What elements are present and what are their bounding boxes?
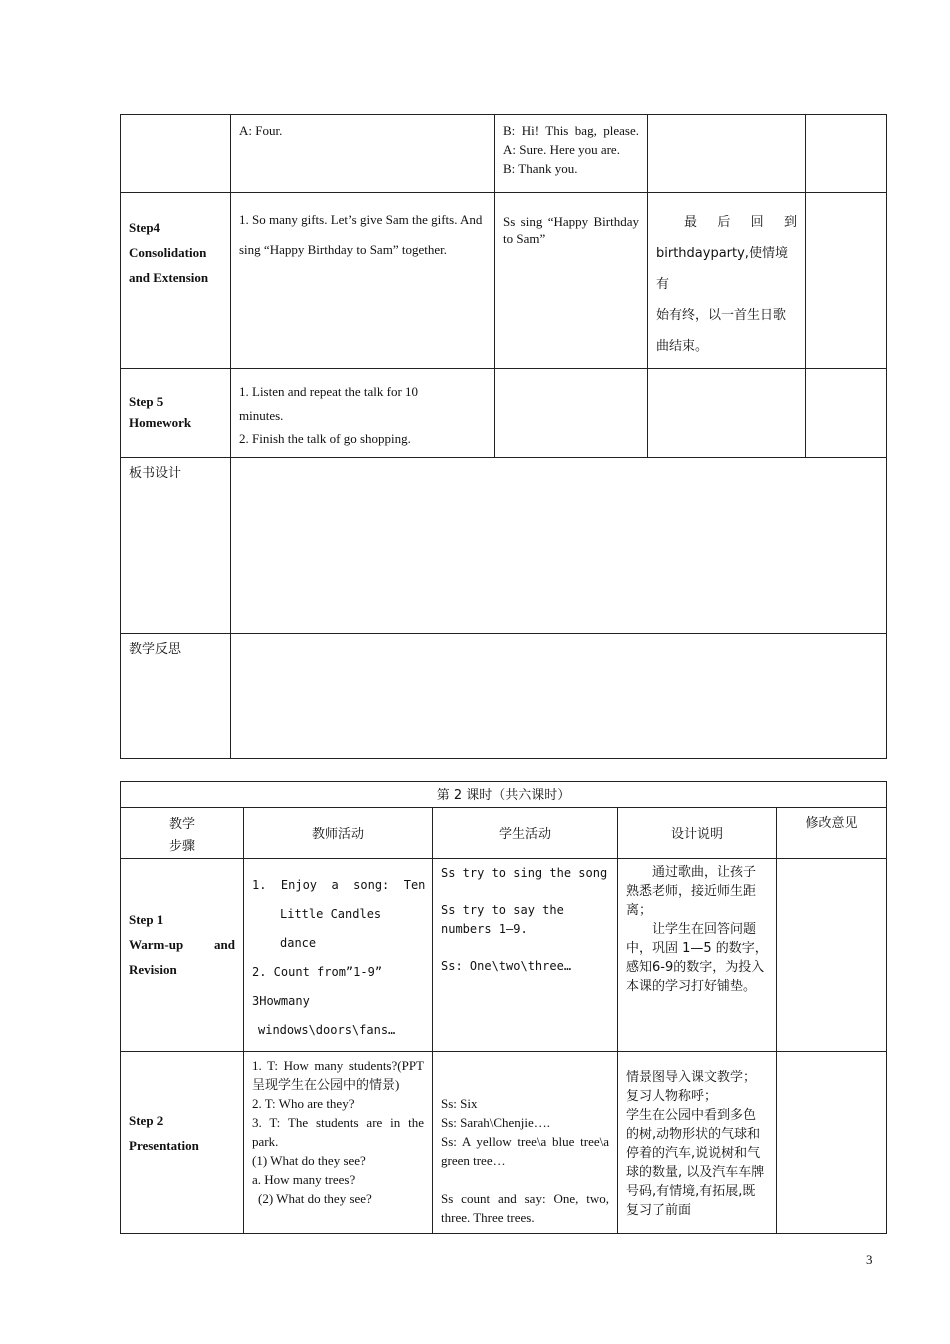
revision-cell [806,193,887,369]
teaching-reflection-content [231,634,887,759]
step5-label: Step 5 Homework [121,369,231,458]
revision-cell [806,115,887,193]
step-cell [121,115,231,193]
revision-cell [777,859,887,1052]
step2-teacher-activity: 1. T: How many students?(PPT呈现学生在公园中的情景) 2. T: Who are they? 3. T: The students are in the park. (1) What do they see? a. How many trees? (2) What do they see? [244,1052,433,1234]
revision-cell [806,369,887,458]
step5-teacher-activity: 1. Listen and repeat the talk for 10 minutes. 2. Finish the talk of go shopping. [231,369,495,458]
step1-teacher-activity: 1. Enjoy a song: Ten Little Candles dance 2. Count from”1-9” 3Howmany windows\doors\fans… [244,859,433,1052]
step4-design-notes: 最后回到 birthdayparty,使情境有 始有终，以一首生日歌 曲结束。 [648,193,806,369]
student-activity-cell [495,369,648,458]
revision-cell [777,1052,887,1234]
student-activity-cell: B: Hi! This bag, please. A: Sure. Here you are. B: Thank you. [495,115,648,193]
board-design-content [231,458,887,634]
header-step: 教学 步骤 [121,808,244,859]
header-student-activity: 学生活动 [433,808,618,859]
lesson-table-1 [120,114,887,759]
step4-label: Step4 Consolidation and Extension [121,193,231,369]
step2-design-notes: 情景图导入课文教学； 复习人物称呼； 学生在公园中看到多色的树,动物形状的气球和停着的汽车,说说树和气球的数量, 以及汽车车牌号码,有情境,有拓展,既复习了前面 [618,1052,777,1234]
teaching-reflection-label: 教学反思 [121,634,231,759]
header-teacher-activity: 教师活动 [244,808,433,859]
step2-student-activity: Ss: Six Ss: Sarah\Chenjie…. Ss: A yellow tree\a blue tree\a green tree… Ss count and say: One, two, three. Three trees. [433,1052,618,1234]
step1-student-activity: Ss try to sing the song Ss try to say the numbers 1—9. Ss: One\two\three… [433,859,618,1052]
step4-student-activity: Ss sing “Happy Birthday to Sam” [495,193,648,369]
lesson-caption: 第 2 课时（共六课时） [121,782,887,808]
design-cell [648,115,806,193]
board-design-label: 板书设计 [121,458,231,634]
page-number: 3 [866,1252,873,1267]
step1-label: Step 1 Warm-up and Revision [121,859,244,1052]
teacher-activity-cell: A: Four. [231,115,495,193]
step2-label: Step 2 Presentation [121,1052,244,1234]
header-revision: 修改意见 [777,808,887,859]
step4-teacher-activity: 1. So many gifts. Let’s give Sam the gifts. And sing “Happy Birthday to Sam” together. [231,193,495,369]
header-design-notes: 设计说明 [618,808,777,859]
step1-design-notes: 通过歌曲，让孩子熟悉老师，接近师生距离； 让学生在回答问题中，巩固 1—5 的数字，感知6-9的数字，为投入本课的学习打好铺垫。 [618,859,777,1052]
lesson-table-2 [120,781,887,1234]
design-cell [648,369,806,458]
